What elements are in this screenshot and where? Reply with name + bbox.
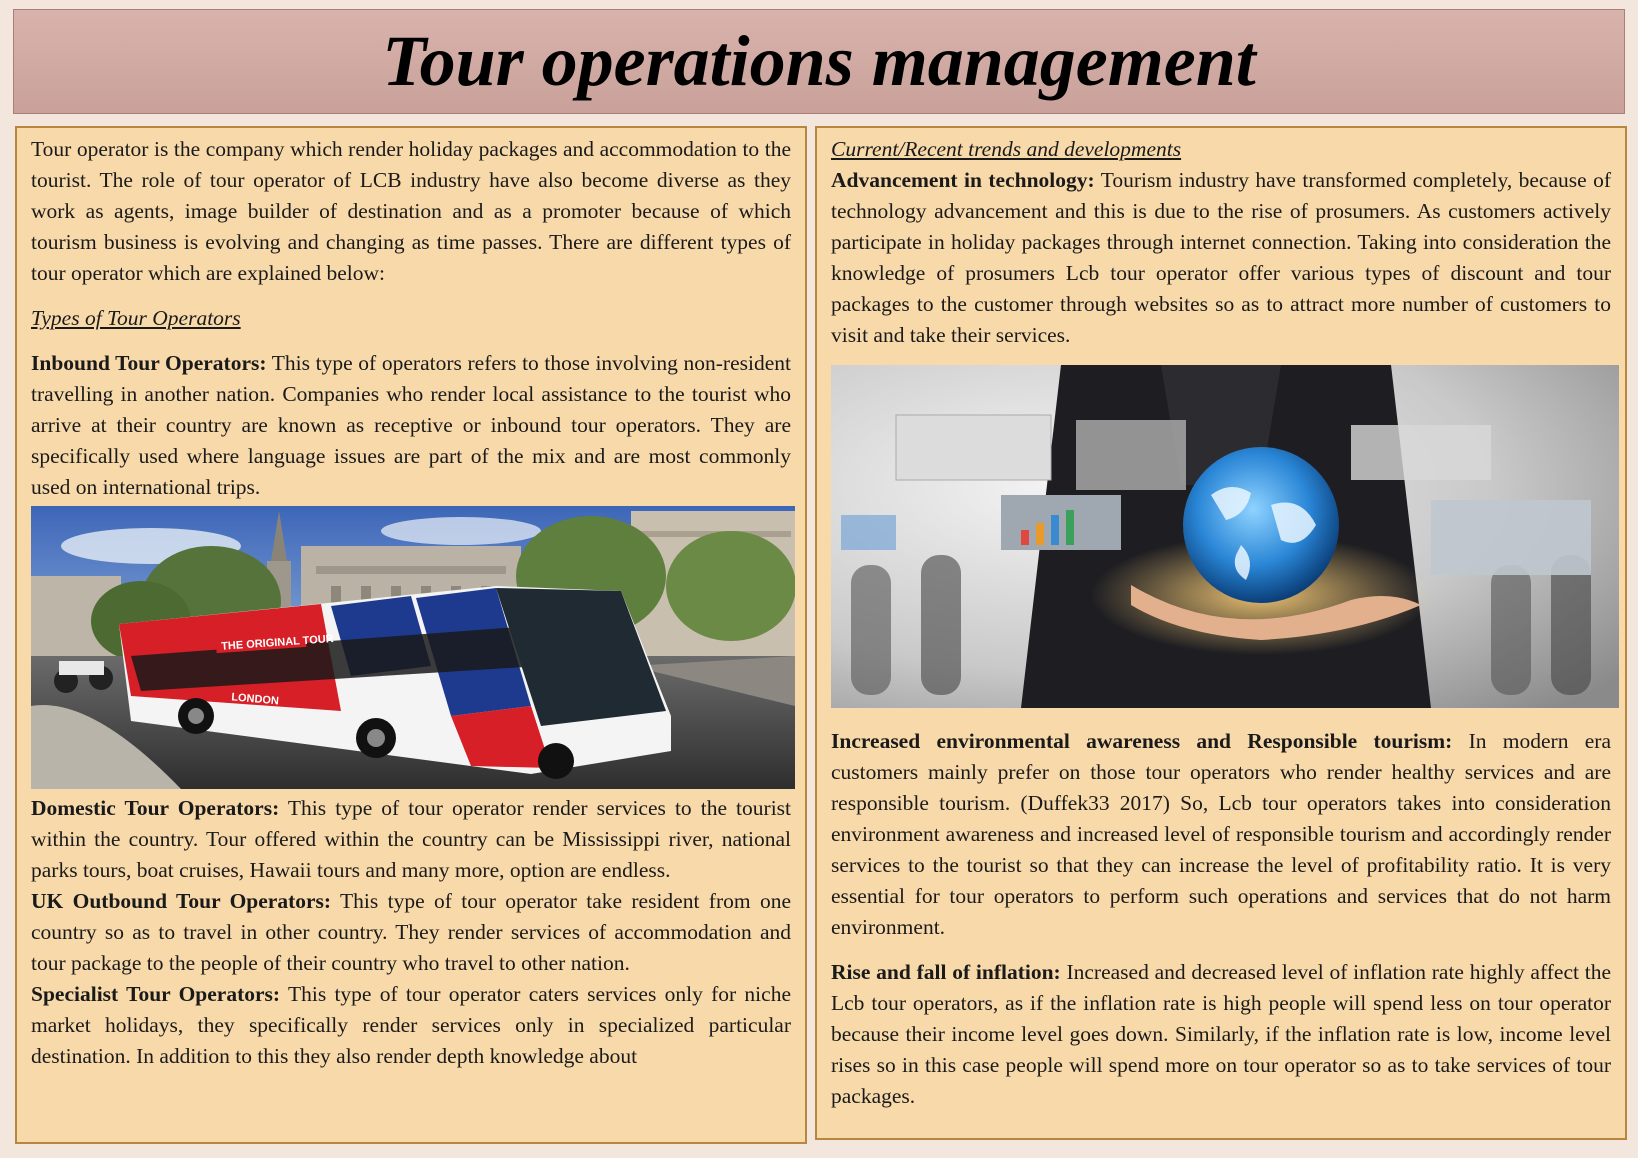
- inbound-text: This type of operators refers to those involving non-resident travelling in another nation. Companies who render local assistance to the tourist who arrive at their country are known as receptive or inbound tour operators. They are specifically used where language issues are part of the mix and are most commonly used on international trips.: [31, 351, 791, 499]
- specialist-label: Specialist Tour Operators:: [31, 982, 281, 1006]
- inbound-paragraph: [31, 348, 791, 503]
- right-panel: [815, 126, 1627, 1140]
- technology-globe-image: [831, 365, 1619, 708]
- specialist-text: This type of tour operator caters services only for niche market holidays, they specifically render services only in specialized particular destination. In addition to this they also render depth knowledge about: [31, 982, 791, 1068]
- title-banner: [13, 9, 1625, 114]
- inflation-paragraph: [831, 957, 1611, 1112]
- environment-label: Increased environmental awareness and Responsible tourism:: [831, 729, 1453, 753]
- technology-text: Tourism industry have transformed completely, because of technology advancement and this is due to the rise of prosumers. As customers actively participate in holiday packages through internet connection. Taking into consideration the knowledge of prosumers Lcb tour operator offer various types of discount and tour packages to the customer through websites so as to attract more number of customers to visit and take their services.: [831, 168, 1611, 347]
- domestic-label: Domestic Tour Operators:: [31, 796, 280, 820]
- technology-paragraph: [831, 165, 1611, 351]
- environment-text: In modern era customers mainly prefer on those tour operators who render healthy services and are responsible tourism. (Duffek33 2017) So, Lcb tour operators takes into consideration environment awareness and increased level of responsible tourism and accordingly render services to the tourist so that they can increase the level of profitability ratio. It is very essential for tour operators to perform such operations and services that do not harm environment.: [831, 729, 1611, 939]
- bus-banner-text: THE ORIGINAL TOUR: [220, 632, 335, 653]
- london-bus-image: [31, 506, 795, 789]
- environment-paragraph: [831, 726, 1611, 943]
- trends-heading: Current/Recent trends and developments: [831, 137, 1182, 161]
- page-title: Tour operations management: [382, 21, 1256, 101]
- types-heading: Types of Tour Operators: [31, 306, 241, 330]
- technology-label: Advancement in technology:: [831, 168, 1095, 192]
- bus-city-text: LONDON: [230, 691, 280, 708]
- outbound-paragraph: [31, 886, 791, 979]
- intro-paragraph: Tour operator is the company which render holiday packages and accommodation to the tourist. The role of tour operator of LCB industry have also become diverse as they work as agents, image builder of destination and as a promoter because of which tourism business is evolving and changing as time passes. There are different types of tour operator which are explained below:: [31, 137, 791, 285]
- outbound-label: UK Outbound Tour Operators:: [31, 889, 332, 913]
- specialist-paragraph: [31, 979, 791, 1072]
- domestic-text: This type of tour operator render services to the tourist within the country. Tour offered within the country can be Mississippi river, national parks tours, boat cruises, Hawaii tours and many more, option are endless.: [31, 796, 792, 882]
- domestic-paragraph: [31, 793, 791, 886]
- inflation-text: Increased and decreased level of inflation rate highly affect the Lcb tour operators, as if the inflation rate is high people will spend less on tour operator because their income level goes down. Similarly, if the inflation rate is low, income level rises so in this case people will spend more on tour operator so as to take services of tour packages.: [831, 960, 1611, 1108]
- left-panel: [15, 126, 807, 1144]
- outbound-text: This type of tour operator take resident from one country so as to travel in other country. They render services of accommodation and tour package to the people of their country who travel to other nation.: [31, 889, 791, 975]
- inbound-label: Inbound Tour Operators:: [31, 351, 267, 375]
- inflation-label: Rise and fall of inflation:: [831, 960, 1061, 984]
